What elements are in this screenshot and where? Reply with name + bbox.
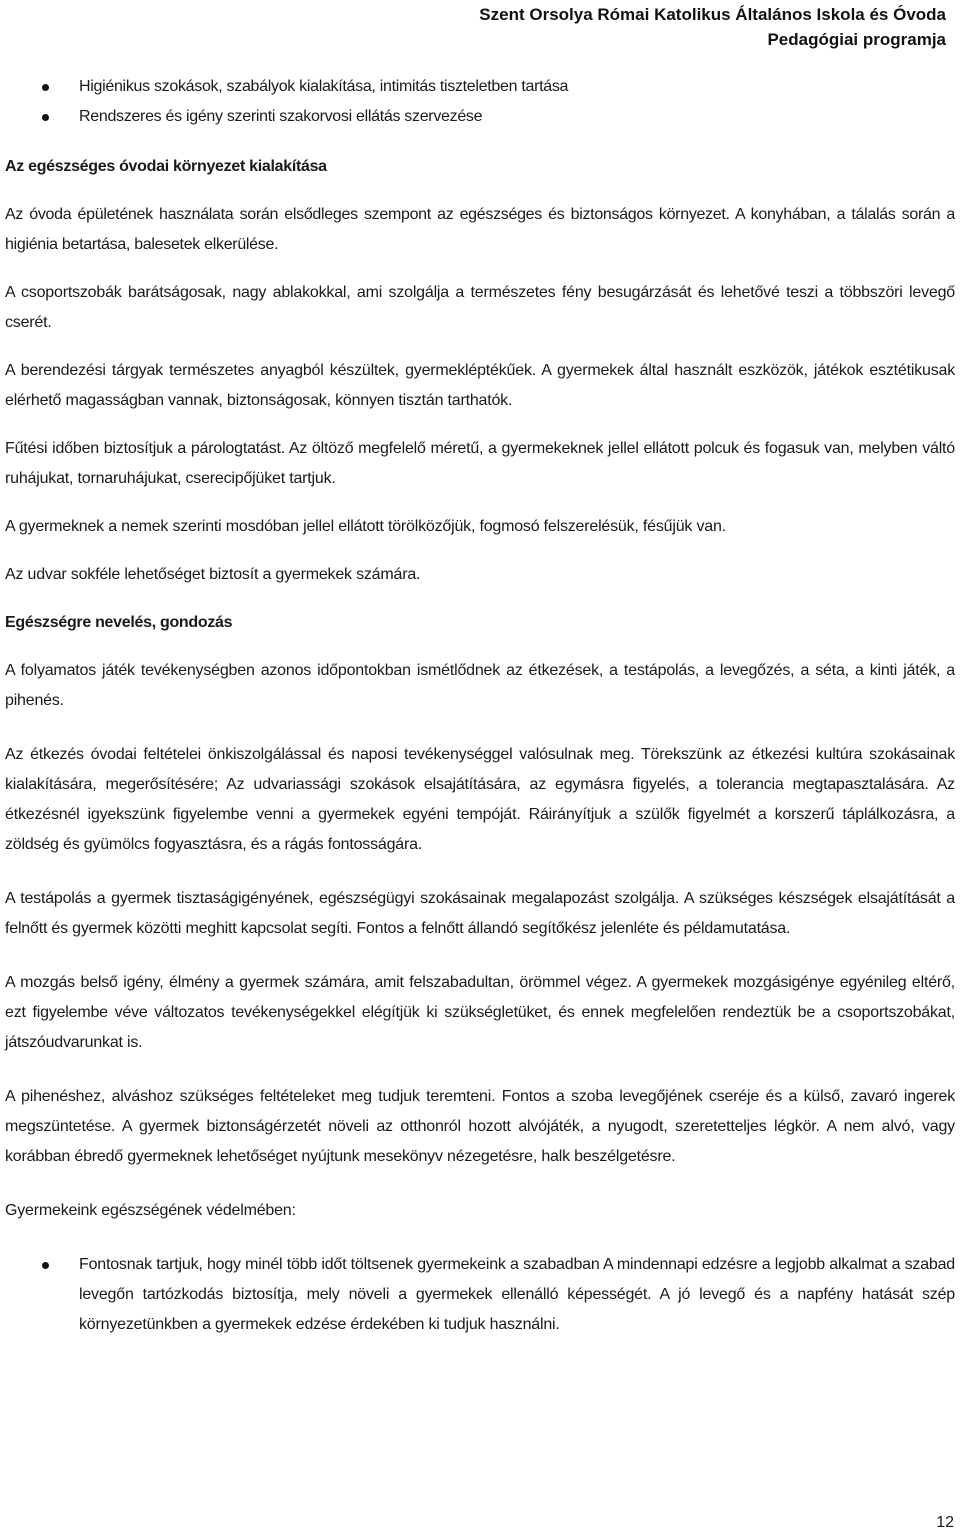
paragraph: A pihenéshez, alváshoz szükséges feltételeket meg tudjuk teremteni. Fontos a szoba levegőjének cseréje és a külső, zavaró ingerek megszüntetése. A gyermek biztonságérzetét növeli az otthonról hozott alvójáték, a nyugodt, szeretetteljes légkör. A nem alvó, vagy korábban ébredő gyermeknek lehetőséget nyújtunk mesekönyv nézegetésre, halk beszélgetésre. <box>5 1088 955 1165</box>
section-heading: Az egészséges óvodai környezet kialakítása <box>5 158 327 175</box>
list-item: Fontosnak tartjuk, hogy minél több időt töltsenek gyermekeink a szabadban A mindennapi edzésre a legjobb alkalmat a szabad levegőn tartózkodás biztosítja, mely növeli a gyermekek ellenálló képességét. A jó levegő és a napfény hatását szép környezetünkben a gyermekek edzése érdekében ki tudjuk használni. <box>5 1250 955 1340</box>
paragraph: A mozgás belső igény, élmény a gyermek számára, amit felszabadultan, örömmel végez. A gyermekek mozgásigénye egyénileg eltérő, ezt figyelembe véve változatos tevékenységekkel elégítjük ki szükségletüket, és ennek megfelelően rendeztük be a csoportszobákat, játszóudvarunkat is. <box>5 974 955 1051</box>
paragraph: Gyermekeink egészségének védelmében: <box>5 1202 296 1219</box>
page-content <box>5 72 955 1340</box>
paragraph: A gyermeknek a nemek szerinti mosdóban jellel ellátott törölközőjük, fogmosó felszerelésük, fésűjük van. <box>5 518 726 535</box>
paragraph: A csoportszobák barátságosak, nagy ablakokkal, ami szolgálja a természetes fény besugárzását és lehetővé teszi a többszöri levegő cserét. <box>5 284 955 331</box>
health-bullet-list <box>5 1250 955 1340</box>
bullet-icon <box>42 1262 49 1269</box>
paragraph: Az étkezés óvodai feltételei önkiszolgálással és naposi tevékenységgel valósulnak meg. Törekszünk az étkezési kultúra szokásainak kialakítására, megerősítésére; Az udvariassági szokások elsajátítására, az egymásra figyelés, a tolerancia megtapasztalására. Az étkezésnél igyekszünk figyelembe venni a gyermekek egyéni tempóját. Ráirányítjuk a szülők figyelmét a korszerű táplálkozásra, a zöldség és gyümölcs fogyasztásra, és a rágás fontosságára. <box>5 746 955 853</box>
paragraph: A folyamatos játék tevékenységben azonos időpontokban ismétlődnek az étkezések, a testápolás, a levegőzés, a séta, a kinti játék, a pihenés. <box>5 662 955 709</box>
page-header <box>479 2 946 52</box>
list-item: Rendszeres és igény szerinti szakorvosi ellátás szervezése <box>5 102 955 132</box>
paragraph: A berendezési tárgyak természetes anyagból készültek, gyermekléptékűek. A gyermekek által használt eszközök, játékok esztétikusak elérhető magasságban vannak, biztonságosak, könnyen tisztán tarthatók. <box>5 362 955 409</box>
school-name: Szent Orsolya Római Katolikus Általános Iskola és Óvoda <box>479 5 946 24</box>
bullet-icon <box>42 114 49 121</box>
program-title: Pedagógiai programja <box>767 30 946 49</box>
paragraph: Az óvoda épületének használata során elsődleges szempont az egészséges és biztonságos környezet. A konyhában, a tálalás során a higiénia betartása, balesetek elkerülése. <box>5 206 955 253</box>
paragraph: Fűtési időben biztosítjuk a párologtatást. Az öltöző megfelelő méretű, a gyermekeknek jellel ellátott polcuk és fogasuk van, melyben váltó ruhájukat, tornaruhájukat, cserecipőjüket tartjuk. <box>5 440 955 487</box>
list-item: Higiénikus szokások, szabályok kialakítása, intimitás tiszteletben tartása <box>5 72 955 102</box>
bullet-icon <box>42 84 49 91</box>
paragraph: Az udvar sokféle lehetőséget biztosít a gyermekek számára. <box>5 566 421 583</box>
top-bullet-list <box>5 72 955 132</box>
page-number: 12 <box>936 1514 954 1531</box>
paragraph: A testápolás a gyermek tisztaságigényének, egészségügyi szokásainak megalapozást szolgálja. A szükséges készségek elsajátítását a felnőtt és gyermek közötti meghitt kapcsolat segíti. Fontos a felnőtt állandó segítőkész jelenléte és példamutatása. <box>5 890 955 937</box>
section-heading: Egészségre nevelés, gondozás <box>5 614 233 631</box>
